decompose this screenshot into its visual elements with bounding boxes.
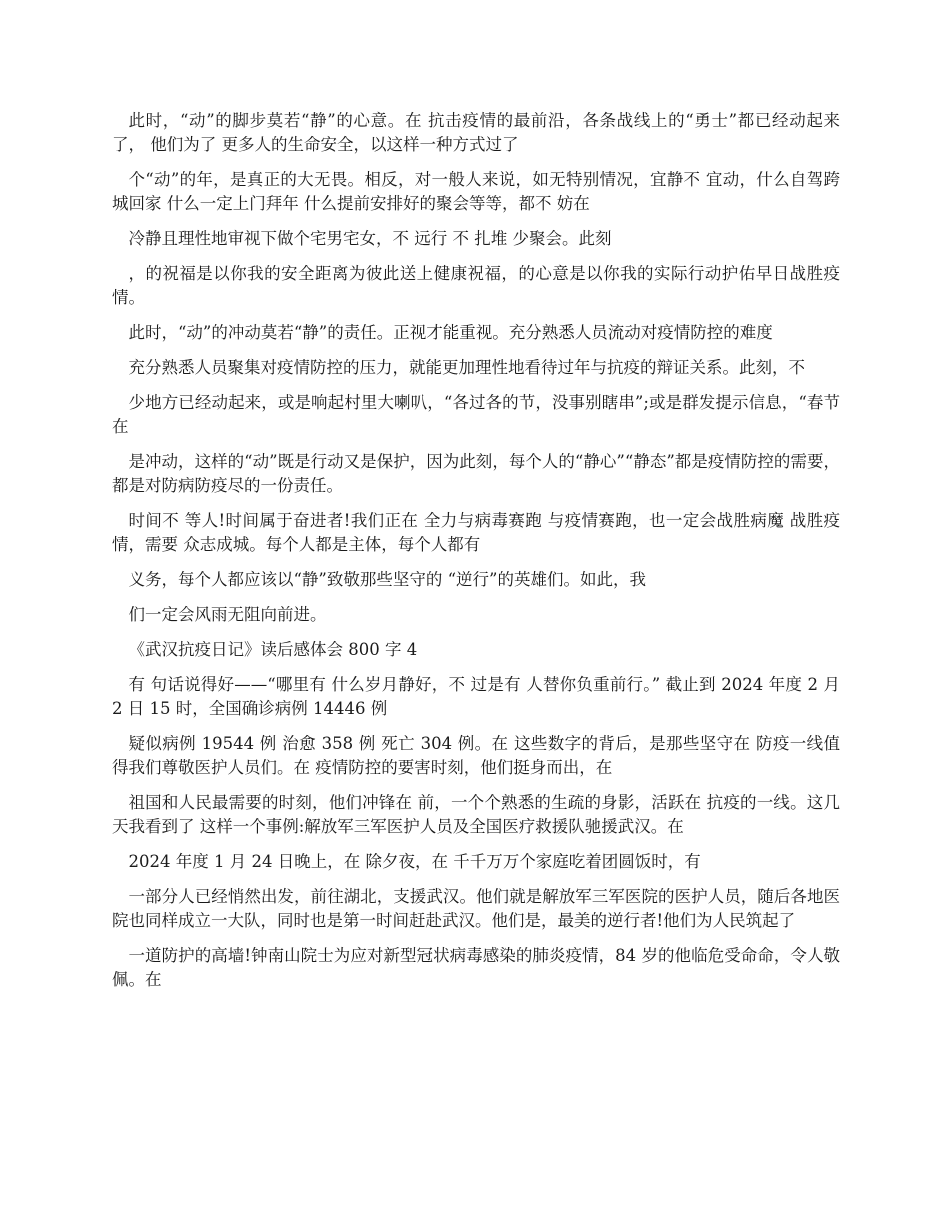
paragraph: 义务，每个人都应该以“静”致敬那些坚守的 “逆行”的英雄们。如此，我 [128,570,646,589]
paragraph: 此时，“动”的冲动莫若“静”的责任。正视才能重视。充分熟悉人员流动对疫情防控的难度 [128,323,773,342]
paragraph: 一部分人已经悄然出发，前往湖北，支援武汉。他们就是解放军三军医院的医护人员，随后各地医院也同样成立一大队，同时也是第一时间赶赴武汉。他们是，最美的逆行者!他们为人民筑起了 [112,887,840,930]
paragraph: 疑似病例 19544 例 治愈 358 例 死亡 304 例。在 这些数字的背后，是那些坚守在 防疫一线值得我们尊敬医护人员们。在 疫情防控的要害时刻，他们挺身而出，在 [112,734,840,777]
paragraph: 祖国和人民最需要的时刻，他们冲锋在 前，一个个熟悉的生疏的身影，活跃在 抗疫的一线。这几天我看到了 这样一个事例:解放军三军医护人员及全国医疗救援队驰援武汉。在 [112,793,840,836]
paragraph: ，的祝福是以你我的安全距离为彼此送上健康祝福，的心意是以你我的实际行动护佑早日战胜疫情。 [112,264,840,307]
section-heading: 《武汉抗疫日记》读后感体会 800 字 4 [128,640,418,659]
paragraph: 一道防护的高墙!钟南山院士为应对新型冠状病毒感染的肺炎疫情，84 岁的他临危受命命，令人敬佩。在 [112,946,840,989]
document-body [112,109,840,1003]
paragraph: 们一定会风雨无阻向前进。 [128,605,327,624]
paragraph: 此时，“动”的脚步莫若“静”的心意。在 抗击疫情的最前沿，各条战线上的“勇士”都已经动起来了， 他们为了 更多人的生命安全，以这样一种方式过了 [112,111,840,154]
paragraph: 有 句话说得好——“哪里有 什么岁月静好，不 过是有 人替你负重前行。” 截止到 2024 年度 2 月 2 日 15 时，全国确诊病例 14446 例 [112,675,840,718]
paragraph: 充分熟悉人员聚集对疫情防控的压力，就能更加理性地看待过年与抗疫的辩证关系。此刻，不 [128,358,805,377]
paragraph: 少地方已经动起来，或是响起村里大喇叭，“各过各的节，没事别瞎串”;或是群发提示信息，“春节在 [112,393,840,436]
paragraph: 2024 年度 1 月 24 日晚上，在 除夕夜，在 千千万万个家庭吃着团圆饭时，有 [128,852,701,871]
paragraph: 时间不 等人!时间属于奋进者!我们正在 全力与病毒赛跑 与疫情赛跑，也一定会战胜病魔 战胜疫情，需要 众志成城。每个人都是主体，每个人都有 [112,511,840,554]
paragraph: 是冲动，这样的“动”既是行动又是保护，因为此刻，每个人的“静心”“静态”都是疫情防控的需要，都是对防病防疫尽的一份责任。 [112,452,840,495]
paragraph: 冷静且理性地审视下做个宅男宅女，不 远行 不 扎堆 少聚会。此刻 [128,229,612,248]
paragraph: 个“动”的年，是真正的大无畏。相反，对一般人来说，如无特别情况，宜静不 宜动，什么自驾跨城回家 什么一定上门拜年 什么提前安排好的聚会等等，都不 妨在 [112,170,840,213]
